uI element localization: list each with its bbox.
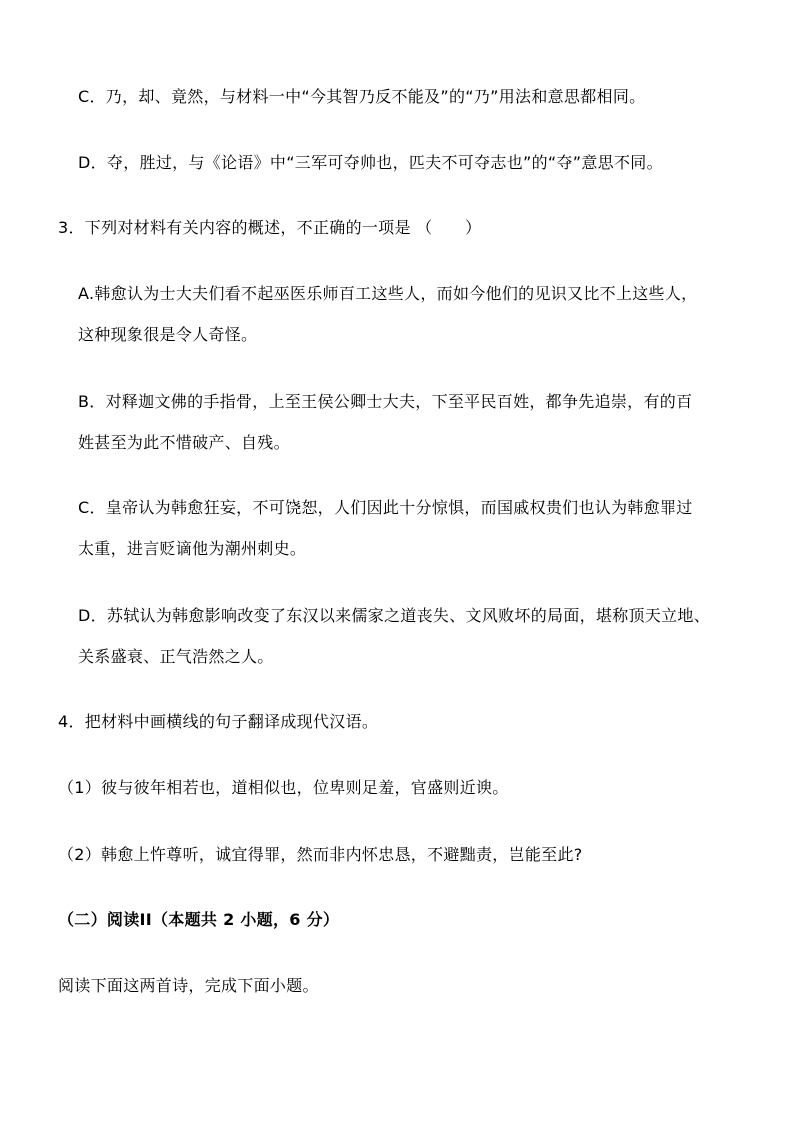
- option-3c-line1: C．皇帝认为韩愈狂妄，不可饶恕，人们因此十分惊惧，而国戚权贵们也认为韩愈罪过: [78, 498, 693, 517]
- option-3a-line2: 这种现象很是令人奇怪。: [78, 325, 258, 344]
- option-2c: C．乃，却、竟然，与材料一中“今其智乃反不能及”的“乃”用法和意思都相同。: [78, 87, 646, 106]
- option-3a-line1: A.韩愈认为士大夫们看不起巫医乐师百工这些人，而如今他们的见识又比不上这些人，: [78, 284, 698, 303]
- sentence-2: （2）韩愈上忤尊听，诚宜得罪，然而非内怀忠恳，不避黜责，岂能至此?: [58, 845, 583, 864]
- option-3c-line2: 太重，进言贬谪他为潮州刺史。: [78, 539, 307, 558]
- section-heading: （二）阅读II（本题共 2 小题，6 分）: [58, 910, 340, 929]
- sentence-1: （1）彼与彼年相若也，道相似也，位卑则足羞，官盛则近谀。: [58, 778, 509, 797]
- option-3d-line1: D．苏轼认为韩愈影响改变了东汉以来儒家之道丧失、文风败坏的局面，堪称顶天立地、: [78, 606, 711, 625]
- option-3b-line2: 姓甚至为此不惜破产、自残。: [78, 433, 290, 452]
- option-2d: D．夺，胜过，与《论语》中“三军可夺帅也，匹夫不可夺志也”的“夺”意思不同。: [78, 153, 663, 172]
- question-3-stem: 3．下列对材料有关内容的概述，不正确的一项是 （ ）: [58, 218, 482, 237]
- option-3d-line2: 关系盛衰、正气浩然之人。: [78, 647, 274, 666]
- reading-instruction: 阅读下面这两首诗，完成下面小题。: [58, 976, 319, 995]
- question-4-stem: 4．把材料中画横线的句子翻译成现代汉语。: [58, 712, 379, 731]
- option-3b-line1: B．对释迦文佛的手指骨，上至王侯公卿士大夫，下至平民百姓，都争先追崇，有的百: [78, 392, 693, 411]
